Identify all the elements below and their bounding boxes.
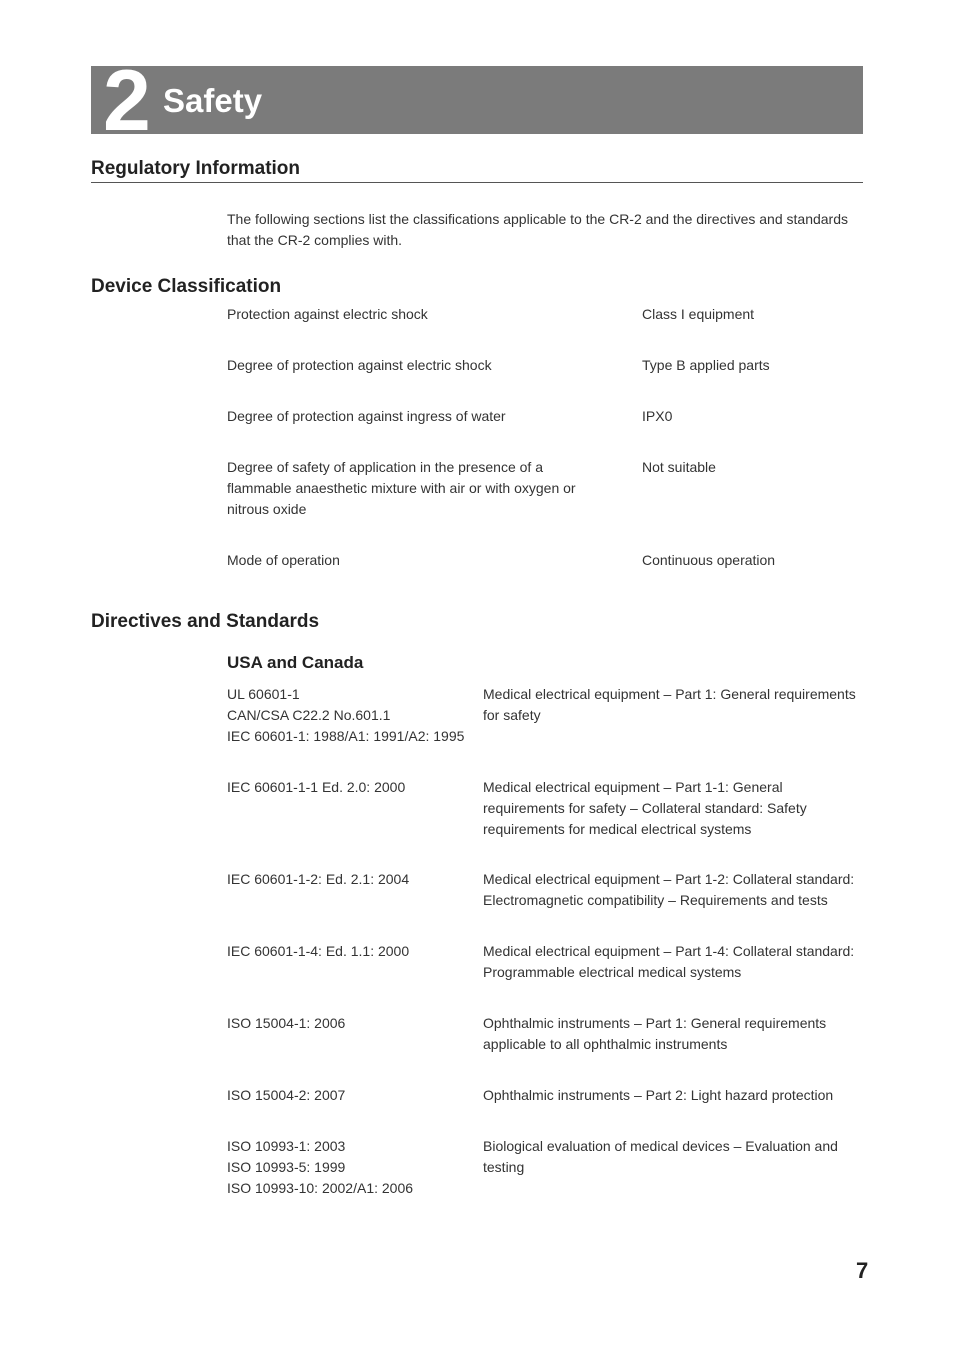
- classification-value: Continuous operation: [642, 552, 776, 568]
- device-classification-heading: Device Classification: [91, 276, 282, 297]
- section-divider: [91, 182, 863, 183]
- regulatory-heading: Regulatory Information: [91, 158, 301, 179]
- directives-heading: Directives and Standards: [91, 611, 320, 632]
- classification-label: Degree of protection against electric shock: [227, 357, 492, 373]
- chapter-banner: [91, 66, 863, 134]
- classification-value: IPX0: [642, 408, 673, 424]
- classification-value: Not suitable: [642, 459, 716, 475]
- standard-label: IEC 60601-1-2: Ed. 2.1: 2004: [227, 871, 410, 887]
- standard-description: Ophthalmic instruments – Part 2: Light hazard protection: [483, 1087, 834, 1103]
- chapter-number: 2: [103, 66, 149, 134]
- standard-description: Medical electrical equipment – Part 1-2: Collateral standard: Electromagnetic compatibility – Requirements and tests: [483, 871, 855, 908]
- page-number: 7: [856, 1258, 869, 1283]
- standard-label: IEC 60601-1-1 Ed. 2.0: 2000: [227, 779, 406, 795]
- standard-description: Ophthalmic instruments – Part 1: General requirements applicable to all ophthalmic instruments: [483, 1015, 827, 1052]
- chapter-title: Safety: [163, 82, 263, 119]
- standard-label: UL 60601-1 CAN/CSA C22.2 No.601.1 IEC 60601-1: 1988/A1: 1991/A2: 1995: [227, 686, 465, 744]
- standard-label: ISO 10993-1: 2003 ISO 10993-5: 1999 ISO 10993-10: 2002/A1: 2006: [227, 1138, 414, 1196]
- standard-label: IEC 60601-1-4: Ed. 1.1: 2000: [227, 943, 410, 959]
- standard-label: ISO 15004-1: 2006: [227, 1015, 346, 1031]
- standard-description: Biological evaluation of medical devices – Evaluation and testing: [483, 1138, 838, 1175]
- classification-label: Degree of protection against ingress of water: [227, 408, 506, 424]
- usa-canada-heading: USA and Canada: [227, 653, 364, 672]
- classification-label: Degree of safety of application in the presence of a flammable anaesthetic mixture with air or with oxygen or nitrous oxide: [227, 459, 576, 517]
- intro-paragraph: The following sections list the classifications applicable to the CR-2 and the directives and standards that the CR-2 complies with.: [227, 211, 848, 248]
- classification-value: Class I equipment: [642, 306, 755, 322]
- classification-label: Mode of operation: [227, 552, 340, 568]
- standard-description: Medical electrical equipment – Part 1-1: General requirements for safety – Collateral standard: Safety requirements for medical electrical systems: [483, 779, 807, 837]
- classification-value: Type B applied parts: [642, 357, 770, 373]
- classification-label: Protection against electric shock: [227, 306, 428, 322]
- standard-description: Medical electrical equipment – Part 1: General requirements for safety: [483, 686, 856, 723]
- standard-description: Medical electrical equipment – Part 1-4: Collateral standard: Programmable electrical medical systems: [483, 943, 855, 980]
- standard-label: ISO 15004-2: 2007: [227, 1087, 346, 1103]
